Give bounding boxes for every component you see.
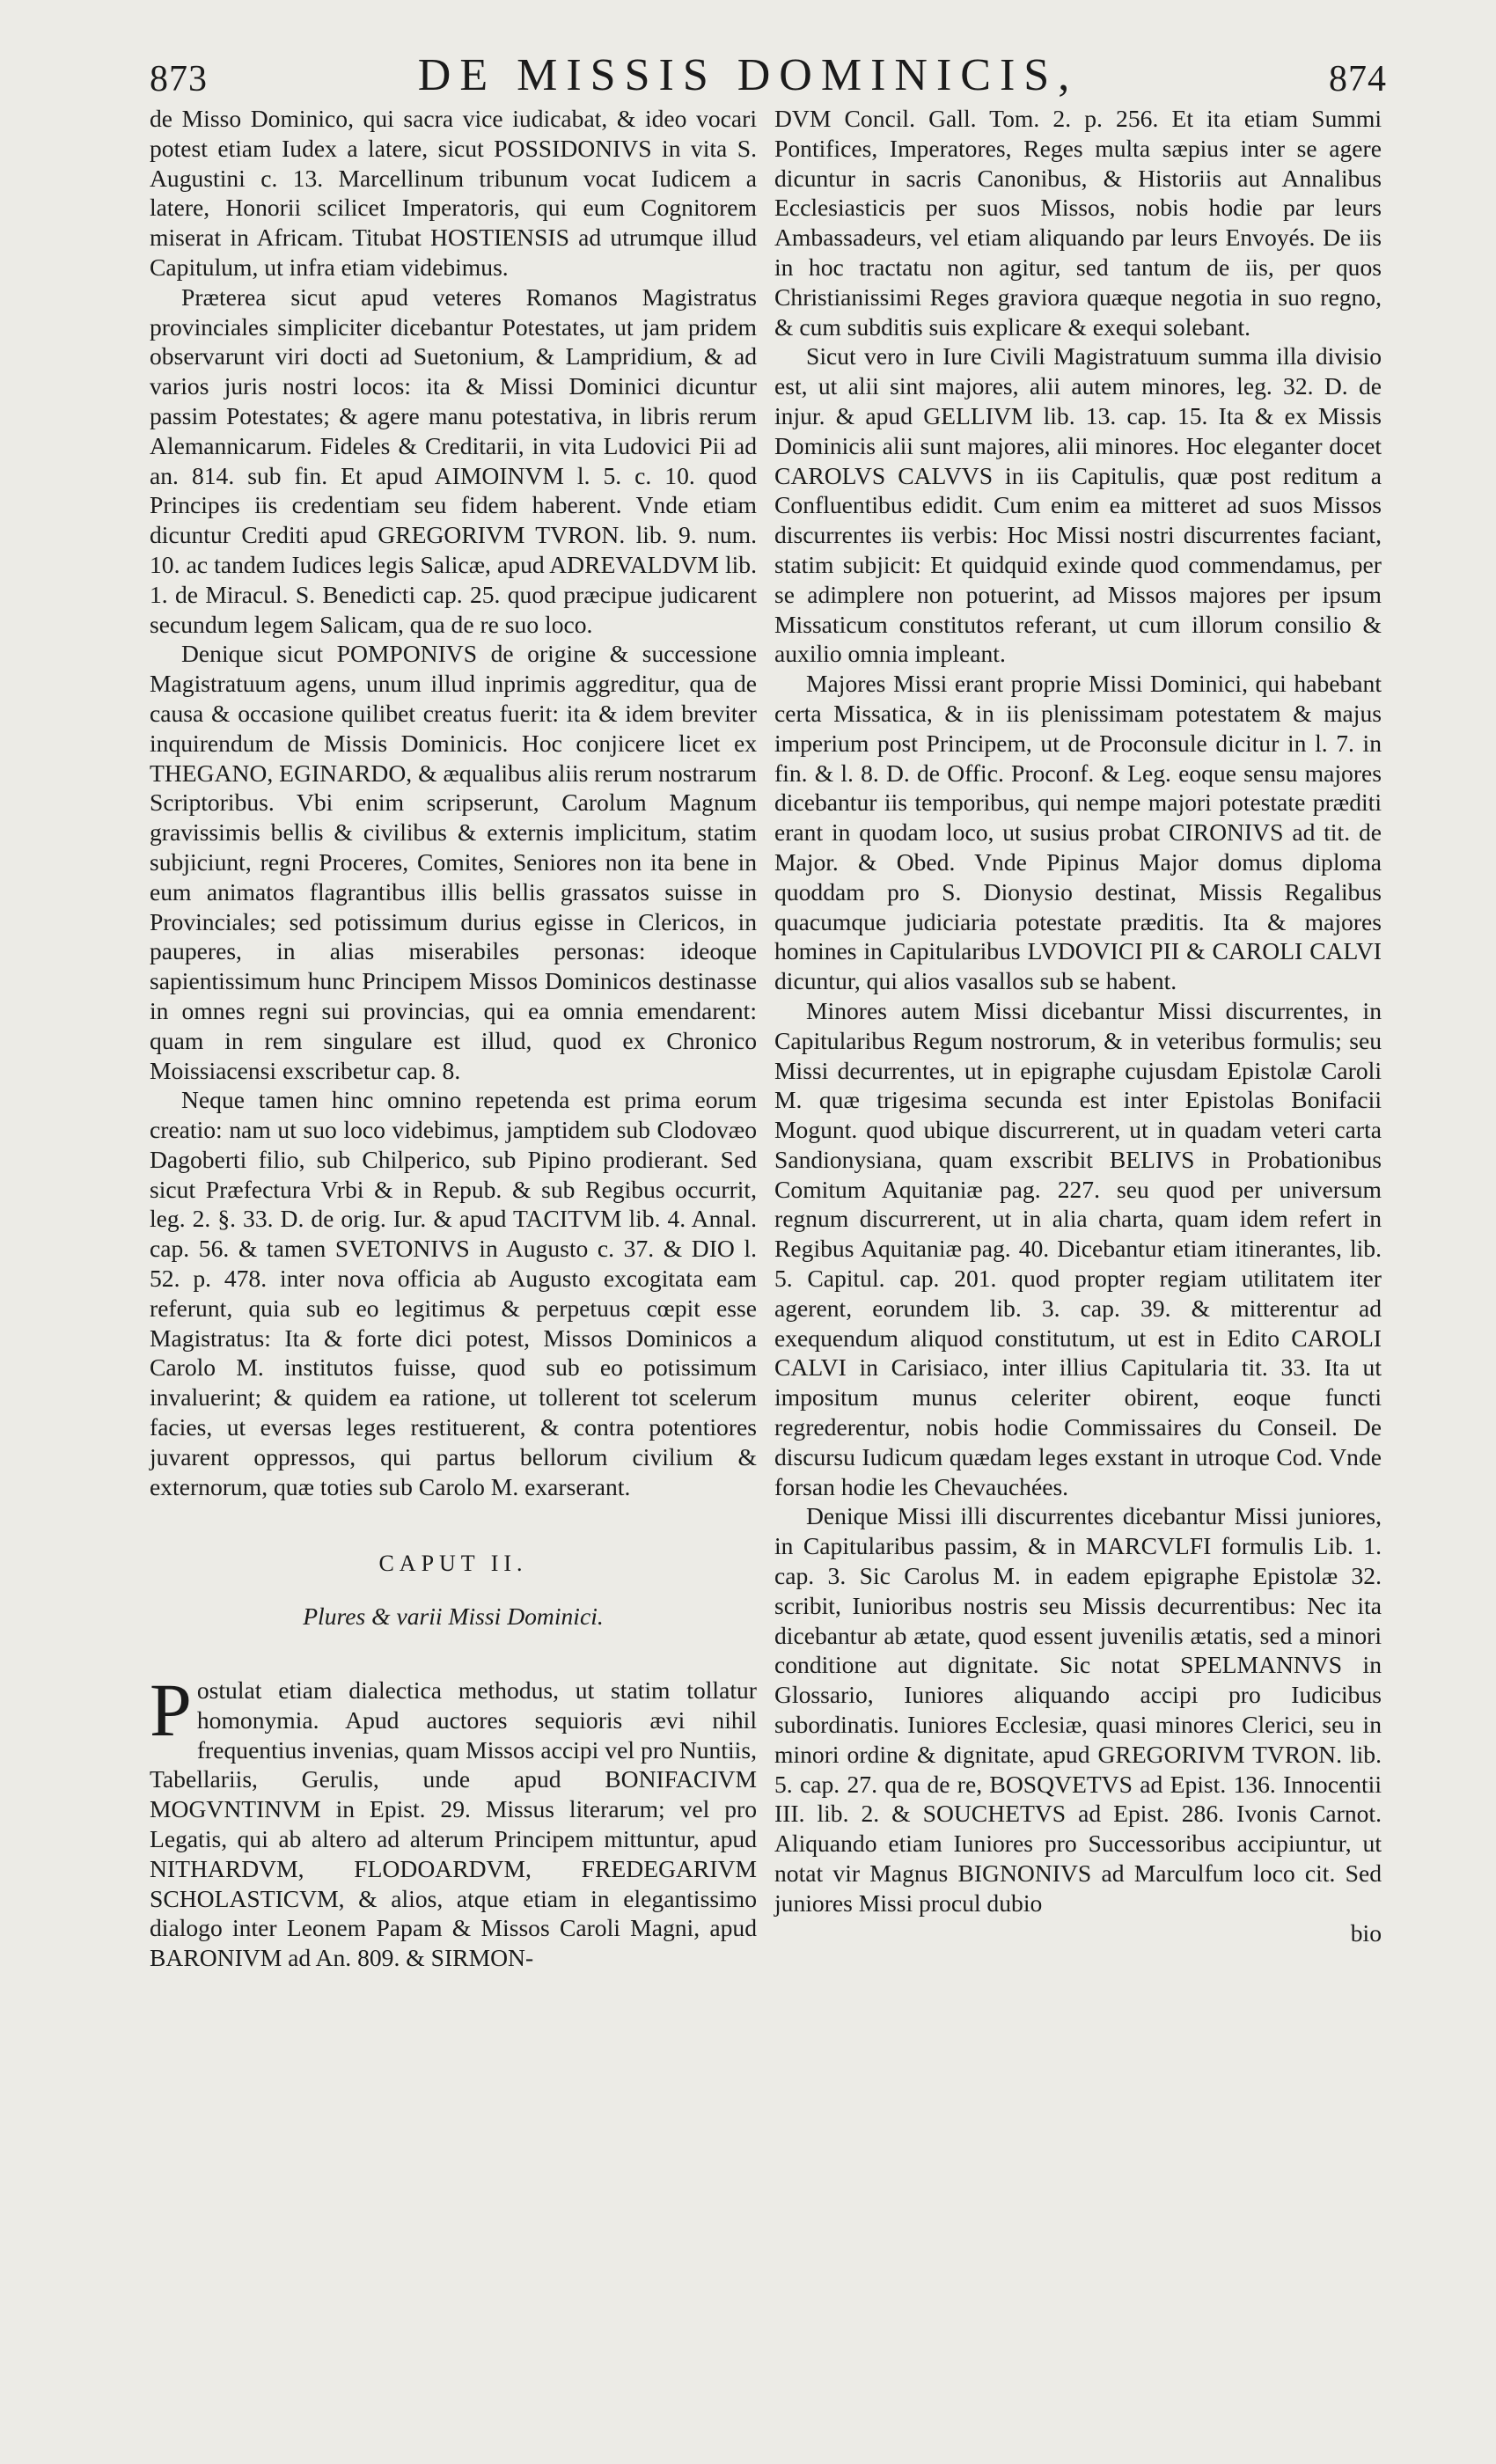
running-title: DE MISSIS DOMINICIS,	[417, 50, 1079, 100]
right-column	[774, 104, 1382, 1947]
drop-capital: P	[150, 1668, 192, 1753]
right-paragraph-2: Sicut vero in Iure Civili Magistratuum summa illa divisio est, ut alii sint majores, alii autem minores, leg. 32. D. de injur. & apud GELLIVM lib. 13. cap. 15. Ita & ex Missis Dominicis alii sunt majores, alii minores. Hoc eleganter docet CAROLVS CALVVS in iis Capitulis, quæ post reditum a Confluentibus edidit. Cum enim ea mitteret ad suos Missos discurrentes iis verbis: Hoc Missi nostri discurrentes faciant, statim subjicit: Et quidquid exinde quod commendamus, per se adimplere non potuerint, ad Missos majores per ipsum Missaticum constitutos referant, ut cum illorum consilio & auxilio omnia impleant.	[774, 342, 1382, 668]
left-paragraph-5	[150, 1668, 757, 1973]
page-number-left: 873	[150, 59, 208, 99]
left-paragraph-4: Neque tamen hinc omnino repetenda est prima eorum creatio: nam ut suo loco videbimus, jamptidem sub Clodovæo Dagoberti filio, sub Chilperico, sub Pipino prodierant. Sed sicut Præfectura Vrbi & in Repub. & sub Regibus occurrit, leg. 2. §. 33. D. de orig. Iur. & apud TACITVM lib. 4. Annal. cap. 56. & tamen SVETONIVS in Augusto c. 37. & DIO l. 52. p. 478. inter nova officia ab Augusto excogitata eam referunt, quia sub eo legitimus & perpetuus cœpit esse Magistratus: Ita & forte dici potest, Missos Dominicos a Carolo M. institutos fuisse, quod sub eo potissimum invaluerint; & quidem ea ratione, ut tollerent tot scelerum facies, ut eversas leges restituerent, & contra potentiores juvarent oppressos, qui partus bellorum civilium & externorum, quæ toties sub Carolo M. exarserant.	[150, 1086, 757, 1500]
catchword: bio	[1350, 1918, 1382, 1947]
chapter-subtitle: Plures & varii Missi Dominici.	[303, 1602, 604, 1631]
left-paragraph-2: Præterea sicut apud veteres Romanos Magistratus provinciales simpliciter dicebantur Potestates, ut jam pridem observarunt viri docti ad Suetonium, & Lampridium, & ad varios juris nostri locos: ita & Missi Dominici dicuntur passim Potestates; & agere manu potestativa, in libris rerum Alemannicarum. Fideles & Creditarii, in vita Ludovici Pii ad an. 814. sub fin. Et apud AIMOINVM l. 5. c. 10. quod Principes iis credentiam seu fidem haberent. Vnde etiam dicuntur Crediti apud GREGORIVM TVRON. lib. 9. num. 10. ac tandem Iudices legis Salicæ, apud ADREVALDVM lib. 1. de Miracul. S. Benedicti cap. 25. quod præcipue judicarent secundum legem Salicam, qua de re suo loco.	[150, 282, 757, 638]
page-number-right: 874	[1329, 59, 1387, 99]
chapter-heading: CAPUT II.	[378, 1551, 528, 1577]
left-paragraph-1: de Misso Dominico, qui sacra vice iudicabat, & ideo vocari potest etiam Iudex a latere, sicut POSSIDONIVS in vita S. Augustini c. 13. Marcellinum tribunum vocat Iudicem a latere, Honorii scilicet Imperatoris, qui eum Cognitorem miserat in Africam. Titubat HOSTIENSIS ad utrumque illud Capitulum, ut infra etiam videbimus.	[150, 105, 757, 281]
left-paragraph-3: Denique sicut POMPONIVS de origine & successione Magistratuum agens, unum illud inprimis aggreditur, qua de causa & occasione quilibet creatus fuerit: ita & idem breviter inquirendum de Missis Dominicis. Hoc conjicere licet ex THEGANO, EGINARDO, & æqualibus aliis rerum nostrarum Scriptoribus. Vbi enim scripserunt, Carolum Magnum gravissimis bellis & civilibus & externis implicitum, statim subjiciunt, regni Proceres, Comites, Seniores non ita bene in eum animatos flagrantibus illis bellis grassatos suisse in Provinciales; sed potissimum durius egisse in Clericos, in pauperes, in alias miserabiles personas: ideoque sapientissimum hunc Principem Missos Dominicos destinasse in omnes regni sui provincias, qui ea omnia emendarent: quam in rem singulare est illud, quod ex Chronico Moissiacensi exscribetur cap. 8.	[150, 640, 757, 1084]
left-paragraph-5-text: ostulat etiam dialectica methodus, ut statim tollatur homonymia. Apud auctores sequioris ævi nihil frequentius invenias, quam Missos accipi vel pro Nuntiis, Tabellariis, Gerulis, unde apud BONIFACIVM MOGVNTINVM in Epist. 29. Missus literarum; vel pro Legatis, qui ab altero ad alterum Principem mittuntur, apud NITHARDVM, FLODOARDVM, FREDEGARIVM SCHOLASTICVM, & alios, atque etiam in elegantissimo dialogo inter Leonem Papam & Missos Caroli Magni, apud BARONIVM ad An. 809. & SIRMON-	[150, 1676, 757, 1972]
right-paragraph-3: Majores Missi erant proprie Missi Dominici, qui habebant certa Missatica, & in iis plenissimam potestatem & majus imperium post Principem, ut de Proconsule dicitur in l. 7. in fin. & l. 8. D. de Offic. Proconf. & Leg. eoque sensu majores dicebantur iis temporibus, qui nempe majori potestate præditi erant in quodam loco, ut susius probat CIRONIVS ad tit. de Major. & Obed. Vnde Pipinus Major domus diploma quoddam pro S. Dionysio destinat, Missis Regalibus quacumque judiciaria potestate præditis. Ita & majores homines in Capitularibus LVDOVICI PII & CAROLI CALVI dicuntur, qui alios vasallos sub se habent.	[774, 670, 1382, 995]
left-column	[150, 104, 757, 1973]
right-paragraph-5: Denique Missi illi discurrentes dicebantur Missi juniores, in Capitularibus passim, & in MARCVLFI formulis Lib. 1. cap. 3. Sic Carolus M. in eadem epigraphe Epistolæ 32. scribit, Iunioribus nostris seu Missis decurrentibus: Nec ita dicebantur ab ætate, quod essent juvenilis ætatis, sed a minori conditione aut dignitate. Sic notat SPELMANNVS in Glossario, Iuniores aliquando accipi pro Iudicibus subordinatis. Iuniores Ecclesiæ, quasi minores Clerici, seu in minori ordine & dignitate, apud GREGORIVM TVRON. lib. 5. cap. 27. qua de re, BOSQVETVS ad Epist. 136. Innocentii III. lib. 2. & SOUCHETVS ad Epist. 286. Ivonis Carnot. Aliquando etiam Iuniores pro Successoribus accipiuntur, ut notat vir Magnus BIGNONIVS ad Marculfum loco cit. Sed juniores Missi procul dubio	[774, 1502, 1382, 1917]
right-paragraph-4: Minores autem Missi dicebantur Missi discurrentes, in Capitularibus Regum nostrorum, & in veteribus formulis; seu Missi decurrentes, ut in epigraphe cujusdam Epistolæ Caroli M. quæ trigesima secunda est inter Epistolas Bonifacii Mogunt. quod ubique discurrerent, ut in quadam veteri carta Sandionysiana, quam exscribit BELIVS in Probationibus Comitum Aquitaniæ pag. 227. seu quod per universum regnum discurrerent, ut in alia charta, quam idem refert in Regibus Aquitaniæ pag. 40. Dicebantur etiam itinerantes, lib. 5. Capitul. cap. 201. quod propter regiam utilitatem iter agerent, eorundem lib. 3. cap. 39. & mitterentur ad exequendum aliquod constitutum, ut est in Edito CAROLI CALVI in Carisiaco, inter illius Capitularia tit. 33. Ita ut impositum munus celeriter obirent, eoque functi regrederentur, nobis hodie Commissaires du Conseil. De discursu Iudicum quædam leges exstant in utroque Cod. Vnde forsan hodie les Chevauchées.	[774, 996, 1382, 1500]
right-paragraph-1: DVM Concil. Gall. Tom. 2. p. 256. Et ita etiam Summi Pontifices, Imperatores, Reges multa sæpius inter se agere dicuntur in sacris Canonibus, & Historiis aut Annalibus Ecclesiasticis per suos Missos, nobis hodie par leurs Ambassadeurs, vel etiam aliquando par leurs Envoyés. De iis in hoc tractatu non agitur, sed tantum de iis, per quos Christianissimi Reges graviora quæque negotia in suo regno, & cum subditis suis explicare & exequi solebant.	[774, 105, 1382, 341]
